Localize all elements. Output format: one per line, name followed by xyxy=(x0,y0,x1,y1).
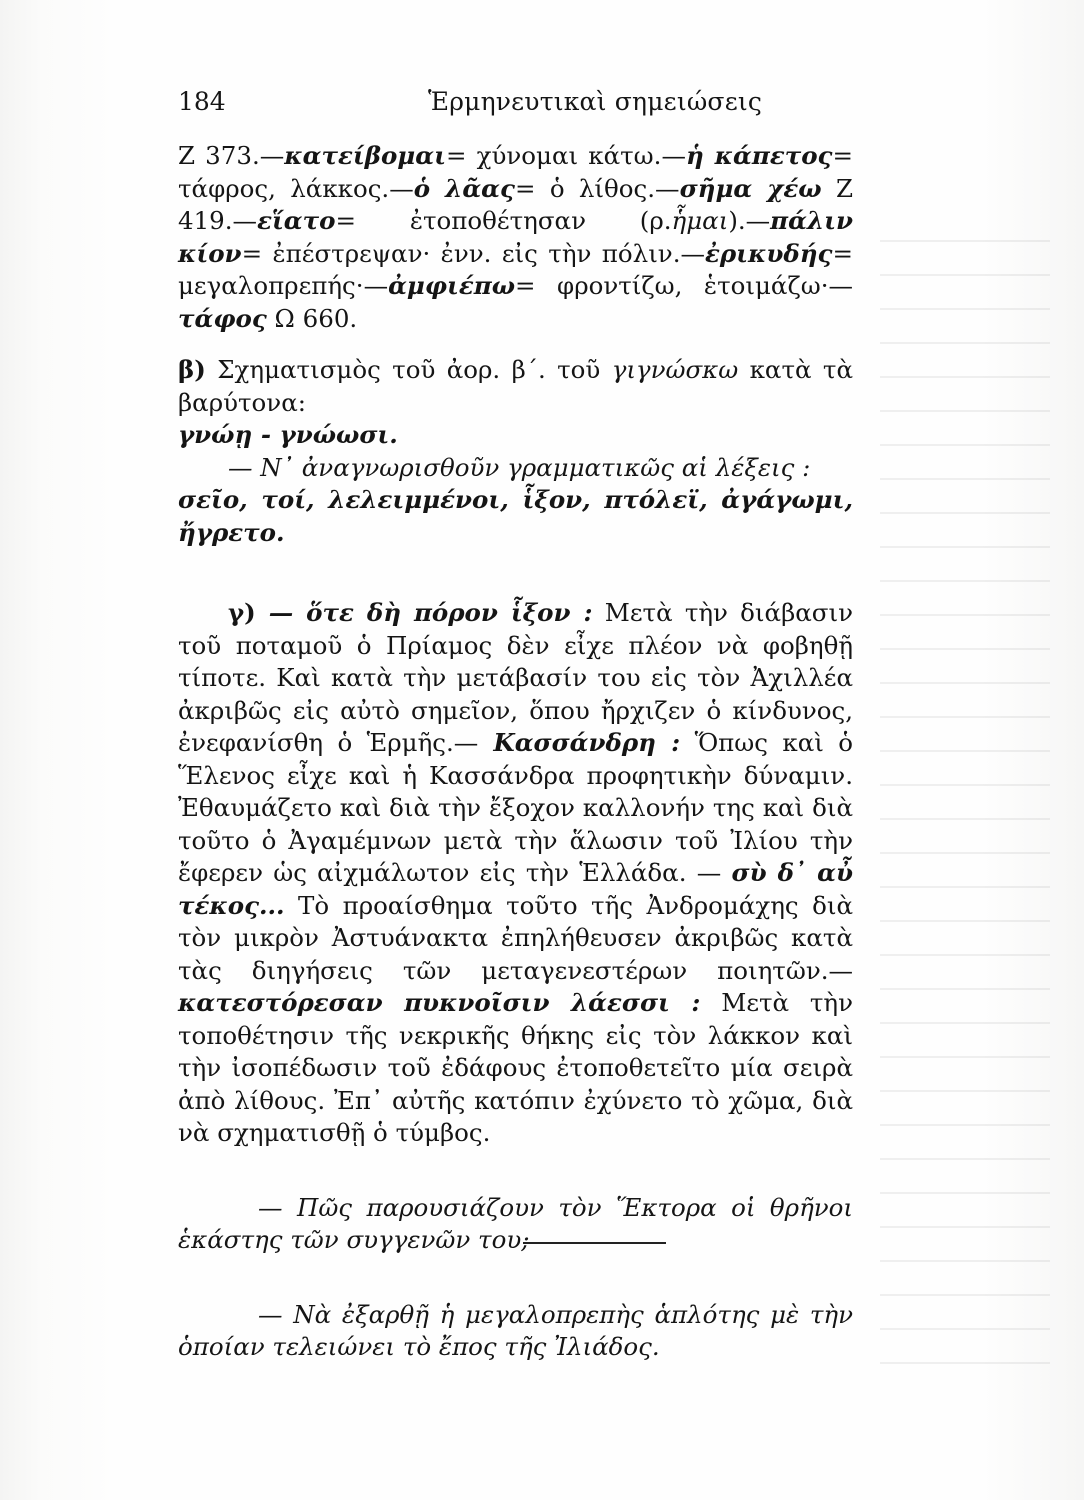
section-b-verb: γιγνώσκω xyxy=(611,355,739,384)
section-b-forms: γνώῃ - γνώωσι. xyxy=(178,420,398,449)
section-b-paragraph xyxy=(178,354,853,419)
glossary-paragraph xyxy=(178,140,853,335)
page-body xyxy=(178,140,853,1364)
section-c-paragraph xyxy=(178,597,853,1150)
glossary-text: = μεγαλοπρεπής·— xyxy=(178,238,853,300)
bleed-through-shadow xyxy=(880,240,1050,1390)
section-c-text: Μετὰ τὴν διάβασιν τοῦ ποταμοῦ ὁ Πρίαμος δὲν εἶχε πλέον νὰ φοβηθῇ τίποτε. Καὶ κατὰ τὴν μετάβασίν του εἰς τὸν Ἀχιλλέα ἀκριβῶς εἰς αὐτὸ σημεῖον, ὅπου ἤρχιζεν ὁ κίνδυνος, ἐνεφανίσθη ὁ Ἑρμῆς.— xyxy=(178,598,853,757)
glossary-text: ).— xyxy=(728,206,771,235)
section-c-lemma: Κασσάνδρη : xyxy=(478,728,681,757)
question-two: — Νὰ ἐξαρθῇ ἡ μεγαλοπρεπὴς ἁπλότης μὲ τὴν ὁποίαν τελειώνει τὸ ἔπος τῆς Ἰλιάδος. xyxy=(178,1299,853,1361)
section-c-text: Ὅπως καὶ ὁ Ἕλενος εἶχε καὶ ἡ Κασσάνδρα προφητικὴν δύναμιν. Ἐθαυμάζετο καὶ διὰ τὴν ἔξοχον καλλονήν της καὶ διὰ τοῦτο ὁ Ἀγαμέμνων μετὰ τὴν ἅλωσιν τοῦ Ἰλίου τὴν ἔφερεν ὡς αἰχμάλωτον εἰς τὴν Ἑλλάδα. — xyxy=(178,728,853,887)
glossary-term: ἀμφιέπω xyxy=(388,271,516,300)
glossary-text: = ἐπέστρεψαν· ἐνν. εἰς τὴν πόλιν.— xyxy=(241,238,705,268)
glossary-term: τάφος xyxy=(178,303,267,333)
glossary-text: Ω 660. xyxy=(266,303,358,333)
glossary-text: Ζ 419.— xyxy=(178,173,854,235)
section-c-lemma: σὺ δ᾽ αὖ τέκος... xyxy=(178,858,853,920)
glossary-text: = χύνομαι κάτω.— xyxy=(445,141,686,170)
glossary-term: κατείβομαι xyxy=(284,141,446,170)
section-c-text: Μετὰ τὴν τοποθέτησιν τῆς νεκρικῆς θήκης εἰς τὸν λάκκον καὶ τὴν ἰσοπέδωσιν τοῦ ἐδάφους ἐτοποθετεῖτο μία σειρὰ ἀπὸ λίθους. Ἐπ᾽ αὐτῆς κατόπιν ἐχύνετο τὸ χῶμα, διὰ νὰ σχηματισθῇ ὁ τύμβος. xyxy=(178,988,853,1147)
section-b-text: κατὰ τὰ βαρύτονα: xyxy=(178,355,853,417)
section-c-text: Τὸ προαίσθημα τοῦτο τῆς Ἀνδρομάχης διὰ τὸν μικρὸν Ἀστυάνακτα ἐπηλήθευσεν ἀκριβῶς κατὰ τὰς διηγήσεις τῶν μεταγενεστέρων ποιητῶν.— xyxy=(178,890,853,985)
glossary-term: πάλιν κίον xyxy=(178,206,853,268)
glossary-text: = ἐτοποθέτησαν (ρ. xyxy=(335,206,672,235)
glossary-text: = ὁ λίθος.— xyxy=(514,173,680,203)
glossary-term: ἐρικυδής xyxy=(704,238,833,268)
glossary-term: ὁ λᾶας xyxy=(413,173,515,203)
glossary-text: = φροντίζω, ἑτοιμάζω·— xyxy=(515,271,853,300)
section-c-lemma: κατεστόρεσαν πυκνοῖσιν λάεσσι : xyxy=(178,988,701,1017)
page-number: 184 xyxy=(178,87,226,116)
glossary-text: = τάφρος, λάκκος.— xyxy=(178,141,853,203)
section-c-marker: γ) xyxy=(228,598,256,627)
glossary-text: Ζ 373.— xyxy=(178,141,285,170)
section-b-wordlist: σεῖο, τοί, λελειμμένοι, ἷξον, πτόλεϊ, ἀγάγωμι, ἤγρετο. xyxy=(178,485,853,547)
closing-rule xyxy=(523,1242,666,1244)
question-one: — Πῶς παρουσιάζουν τὸν Ἕκτορα οἱ θρῆνοι ἑκάστης τῶν συγγενῶν του; xyxy=(178,1192,853,1254)
running-title: Ἑρμηνευτικαὶ σημειώσεις xyxy=(428,87,763,116)
section-b-marker: β) xyxy=(178,355,206,384)
section-c-lemma: — ὅτε δὴ πόρον ἷξον : xyxy=(255,598,593,627)
page-header xyxy=(178,82,838,122)
glossary-term: σῆμα χέω xyxy=(679,173,822,203)
glossary-term: εἵατο xyxy=(257,206,336,235)
section-b-instruction: — Ν᾽ ἀναγνωρισθοῦν γραμματικῶς αἱ λέξεις : xyxy=(228,452,811,482)
glossary-root: ἧμαι xyxy=(671,206,729,235)
section-b-text: Σχηματισμὸς τοῦ ἀορ. β΄. τοῦ xyxy=(205,355,612,384)
glossary-term: ἡ κάπετος xyxy=(685,141,833,170)
